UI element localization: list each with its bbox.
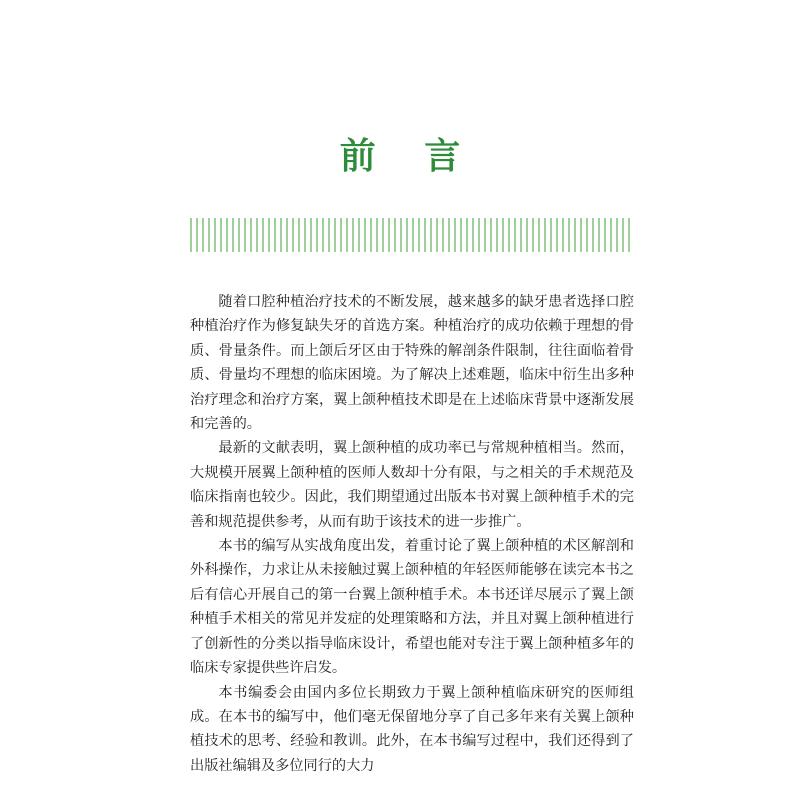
body-text: [190, 290, 634, 774]
paragraph-3: 本书的编写从实战角度出发，着重讨论了翼上颌种植的术区解剖和外科操作，力求让从未接触过翼上颌种植的年轻医师能够在读完本书之后有信心开展自己的第一台翼上颌种植手术。本书还详尽展示了翼上颌种植手术相关的常见并发症的处理策略和方法，并且对翼上颌种植进行了创新性的分类以指导临床设计，希望也能对专注于翼上颌种植多年的临床专家提供些许启发。: [190, 538, 634, 677]
paragraph-1: 随着口腔种植治疗技术的不断发展，越来越多的缺牙患者选择口腔种植治疗作为修复缺失牙的首选方案。种植治疗的成功依赖于理想的骨质、骨量条件。而上颌后牙区由于特殊的解剖条件限制，往往面临着骨质、骨量均不理想的临床困境。为了解决上述难题，临床中衍生出多种治疗理念和治疗方案，翼上颌种植技术即是在上述临床背景中逐渐发展和完善的。: [190, 294, 634, 433]
page-title: 前 言: [339, 136, 479, 177]
paragraph-4: 本书编委会由国内多位长期致力于翼上颌种植临床研究的医师组成。在本书的编写中，他们毫无保留地分享了自己多年来有关翼上颌种植技术的思考、经验和教训。此外，在本书编写过程中，我们还得到了出版社编辑及多位同行的大力: [190, 684, 634, 774]
decorative-stripe-bar: [190, 218, 632, 252]
paragraph-2: 最新的文献表明，翼上颌种植的成功率已与常规种植相当。然而，大规模开展翼上颌种植的医师人数却十分有限，与之相关的手术规范及临床指南也较少。因此，我们期望通过出版本书对翼上颌种植手术的完善和规范提供参考，从而有助于该技术的进一步推广。: [190, 440, 634, 530]
